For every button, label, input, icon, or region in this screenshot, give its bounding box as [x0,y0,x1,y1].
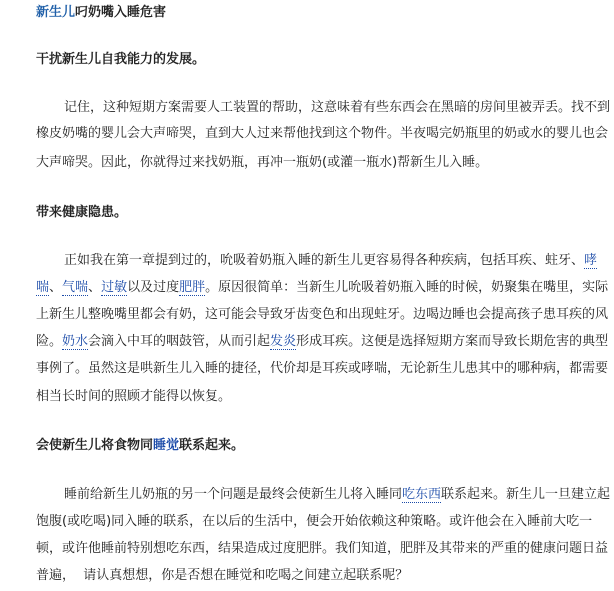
line-text: 形成耳疾。这便是选择短期方案而导致长期危害的典型 [296,334,609,349]
section-3-line-3: 顿，或许他睡前特别想吃东西，结果造成过度肥胖。我们知道，肥胖及其带来的严重的健康问题日益 [36,541,609,556]
section-1-heading: 干扰新生儿自我能力的发展。 [36,52,206,67]
title-text: 叼奶嘴入睡危害 [75,5,167,20]
section-2-line-4 [36,333,608,351]
section-3-line-4: 普遍， 请认真想想，你是否想在睡觉和吃喝之间建立起联系呢？ [36,568,409,583]
link-inflammation[interactable]: 发炎 [270,334,297,349]
line-text: 。原因很简单：当新生儿吮吸着奶瓶入睡的时候，奶聚集在嘴里，实际 [205,280,609,295]
line-text: 以及过度 [127,280,180,295]
section-3-line-1 [64,486,610,504]
link-eating[interactable]: 吃东西 [402,487,442,502]
link-asthma-1[interactable]: 哮 [584,253,598,268]
line-text: 联系起来。新生儿一旦建立起 [441,487,611,502]
section-1-line-1: 记住，这种短期方案需要人工装置的帮助，这意味着有些东西会在黑暗的房间里被弄丢。找不到 [64,100,611,115]
section-3-line-2: 饱腹(或吃喝)同入睡的联系，在以后的生活中，便会开始依赖这种策略。或许他会在入睡前大吃一 [36,514,593,529]
line-text: 会滴入中耳的咽鼓管，从而引起 [88,334,271,349]
heading-text: 会使新生儿将食物同 [36,438,154,453]
link-obesity[interactable]: 肥胖 [179,280,206,295]
section-2-line-1 [64,252,597,270]
title-link-newborn[interactable]: 新生儿 [36,5,76,20]
section-1-line-3: 大声啼哭。因此，你就得过来找奶瓶，再冲一瓶奶(或灌一瓶水)帮新生儿入睡。 [36,155,489,170]
separator: 、 [49,280,63,295]
line-text: 睡前给新生儿奶瓶的另一个问题是最终会使新生儿将入睡同 [64,487,403,502]
heading-text: 联系起来。 [179,438,245,453]
section-2-line-6: 相当长时间的照顾才能得以恢复。 [36,389,232,404]
section-2-line-3: 上新生儿整晚嘴里都会有奶，这可能会导致牙齿变色和出现蛀牙。边喝边睡也会提高孩子患耳疾的风 [36,307,609,322]
section-2-line-1-text: 正如我在第一章提到过的，吮吸着奶瓶入睡的新生儿更容易得各种疾病，包括耳疾、蛀牙、 [64,253,585,268]
link-asthma-2[interactable]: 喘 [36,280,50,295]
link-milk[interactable]: 奶水 [62,334,89,349]
line-text: 险。 [36,334,63,349]
section-3-heading [36,437,244,455]
article-title [36,4,166,22]
separator: 、 [88,280,102,295]
section-2-line-2 [36,279,608,297]
section-2-line-5: 事例了。虽然这是哄新生儿入睡的捷径，代价却是耳疾或哮喘，无论新生儿患其中的哪种病，都需要 [36,361,609,376]
section-1-line-2: 橡皮奶嘴的婴儿会大声啼哭，直到大人过来帮他找到这个物件。半夜喝完奶瓶里的奶或水的婴儿也会 [36,126,609,141]
link-qichuan[interactable]: 气喘 [62,280,89,295]
section-2-heading: 带来健康隐患。 [36,205,128,220]
link-allergy[interactable]: 过敏 [101,280,128,295]
link-sleep[interactable]: 睡觉 [153,438,180,453]
